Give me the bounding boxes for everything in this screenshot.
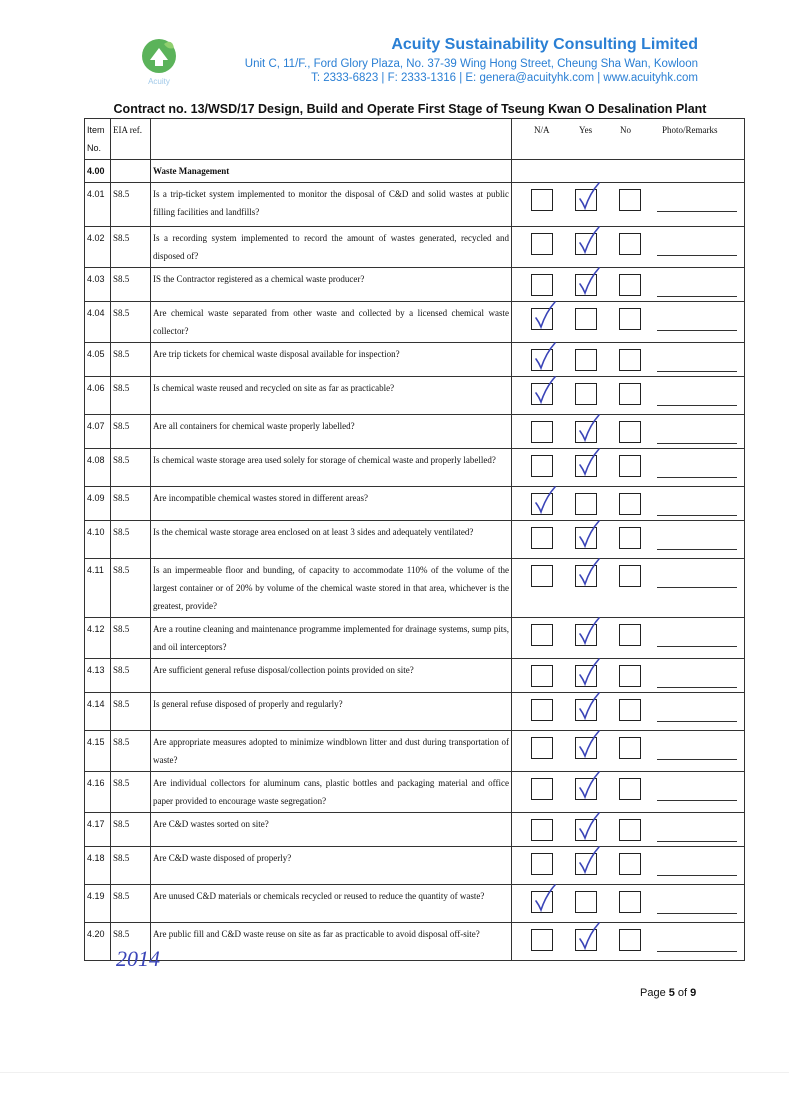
question-text: Are sufficient general refuse disposal/collection points provided on site? <box>151 659 512 693</box>
header-remarks: Photo/Remarks <box>662 125 718 135</box>
no-checkbox[interactable] <box>619 527 641 549</box>
answer-boxes <box>527 493 757 521</box>
na-checkbox[interactable] <box>531 819 553 841</box>
eia-ref: S8.5 <box>111 377 151 415</box>
answer-boxes <box>527 929 757 957</box>
eia-ref: S8.5 <box>111 449 151 487</box>
na-checkbox[interactable] <box>531 189 553 211</box>
eia-ref: S8.5 <box>111 268 151 302</box>
na-checkbox[interactable] <box>531 274 553 296</box>
eia-ref: S8.5 <box>111 847 151 885</box>
yes-checkbox[interactable] <box>575 233 597 255</box>
answer-boxes <box>527 349 757 377</box>
table-row <box>85 377 745 415</box>
no-checkbox[interactable] <box>619 308 641 330</box>
question-text: Are public fill and C&D waste reuse on site as far as practicable to avoid disposal off-site? <box>151 923 512 961</box>
item-number: 4.16 <box>85 772 111 813</box>
answer-cell <box>512 487 745 521</box>
question-text: Are unused C&D materials or chemicals recycled or reused to reduce the quantity of waste? <box>151 885 512 923</box>
answer-boxes <box>527 853 757 881</box>
company-name: Acuity Sustainability Consulting Limited <box>391 36 698 53</box>
remarks-line <box>657 646 737 647</box>
question-text: Is chemical waste reused and recycled on site as far as practicable? <box>151 377 512 415</box>
item-number: 4.12 <box>85 618 111 659</box>
eia-ref: S8.5 <box>111 923 151 961</box>
answer-cell <box>512 618 745 659</box>
section-ref <box>111 160 151 183</box>
yes-checkbox[interactable] <box>575 527 597 549</box>
na-checkbox[interactable] <box>531 383 553 405</box>
answer-boxes <box>527 527 757 555</box>
item-number: 4.05 <box>85 343 111 377</box>
no-checkbox[interactable] <box>619 737 641 759</box>
eia-ref: S8.5 <box>111 885 151 923</box>
no-checkbox[interactable] <box>619 421 641 443</box>
remarks-line <box>657 405 737 406</box>
answer-cell <box>512 772 745 813</box>
item-number: 4.15 <box>85 731 111 772</box>
question-text: Are C&D waste disposed of properly? <box>151 847 512 885</box>
yes-checkbox[interactable] <box>575 565 597 587</box>
item-number: 4.01 <box>85 183 111 227</box>
eia-ref: S8.5 <box>111 559 151 618</box>
answer-cell <box>512 731 745 772</box>
table-row <box>85 659 745 693</box>
question-text: Are individual collectors for aluminum cans, plastic bottles and packaging material and office paper provided to encourage waste segregation? <box>151 772 512 813</box>
item-number: 4.10 <box>85 521 111 559</box>
no-checkbox[interactable] <box>619 493 641 515</box>
answer-cell <box>512 923 745 961</box>
remarks-line <box>657 330 737 331</box>
remarks-line <box>657 687 737 688</box>
na-checkbox[interactable] <box>531 233 553 255</box>
answer-cell <box>512 885 745 923</box>
item-number: 4.19 <box>85 885 111 923</box>
table-header-row <box>85 119 745 160</box>
na-checkbox[interactable] <box>531 421 553 443</box>
table-row <box>85 343 745 377</box>
remarks-line <box>657 951 737 952</box>
header-na: N/A <box>534 125 550 135</box>
answer-cell <box>512 377 745 415</box>
answer-boxes <box>527 189 757 217</box>
answer-cell <box>512 183 745 227</box>
na-checkbox[interactable] <box>531 737 553 759</box>
question-text: Are chemical waste separated from other waste and collected by a licensed chemical waste collector? <box>151 302 512 343</box>
yes-checkbox[interactable] <box>575 383 597 405</box>
na-checkbox[interactable] <box>531 349 553 371</box>
yes-checkbox[interactable] <box>575 421 597 443</box>
yes-checkbox[interactable] <box>575 455 597 477</box>
answer-boxes <box>527 565 757 593</box>
eia-ref: S8.5 <box>111 693 151 731</box>
answer-boxes <box>527 421 757 449</box>
na-checkbox[interactable] <box>531 665 553 687</box>
yes-checkbox[interactable] <box>575 891 597 913</box>
yes-checkbox[interactable] <box>575 853 597 875</box>
yes-checkbox[interactable] <box>575 778 597 800</box>
contract-title: Contract no. 13/WSD/17 Design, Build and Operate First Stage of Tseung Kwan O Desalination Plant <box>113 102 707 116</box>
header-eia-ref: EIA ref. <box>111 119 151 160</box>
item-number: 4.18 <box>85 847 111 885</box>
question-text: Is the chemical waste storage area enclosed on at least 3 sides and adequately ventilated? <box>151 521 512 559</box>
page-current: 5 <box>668 987 675 999</box>
eia-ref: S8.5 <box>111 415 151 449</box>
item-number: 4.17 <box>85 813 111 847</box>
table-row <box>85 772 745 813</box>
answer-cell <box>512 659 745 693</box>
eia-ref: S8.5 <box>111 618 151 659</box>
question-text: IS the Contractor registered as a chemical waste producer? <box>151 268 512 302</box>
yes-checkbox[interactable] <box>575 624 597 646</box>
na-checkbox[interactable] <box>531 891 553 913</box>
remarks-line <box>657 759 737 760</box>
question-text: Are a routine cleaning and maintenance programme implemented for drainage systems, sump pits, and oil interceptors? <box>151 618 512 659</box>
answer-boxes <box>527 624 757 652</box>
no-checkbox[interactable] <box>619 778 641 800</box>
header-question <box>151 119 512 160</box>
answer-boxes <box>527 455 757 483</box>
item-number: 4.14 <box>85 693 111 731</box>
question-text: Are appropriate measures adopted to minimize windblown litter and dust during transportation of waste? <box>151 731 512 772</box>
answer-boxes <box>527 233 757 261</box>
answer-boxes <box>527 891 757 919</box>
answer-cell <box>512 227 745 268</box>
answer-cell <box>512 559 745 618</box>
answer-cell <box>512 415 745 449</box>
yes-checkbox[interactable] <box>575 929 597 951</box>
no-checkbox[interactable] <box>619 189 641 211</box>
remarks-line <box>657 587 737 588</box>
table-row <box>85 813 745 847</box>
answer-boxes <box>527 819 757 847</box>
question-text: Are C&D wastes sorted on site? <box>151 813 512 847</box>
item-number: 4.06 <box>85 377 111 415</box>
page-middle: of <box>674 987 691 999</box>
table-row <box>85 183 745 227</box>
na-checkbox[interactable] <box>531 308 553 330</box>
answer-cell <box>512 268 745 302</box>
remarks-line <box>657 255 737 256</box>
no-checkbox[interactable] <box>619 891 641 913</box>
question-text: Is general refuse disposed of properly and regularly? <box>151 693 512 731</box>
table-row <box>85 693 745 731</box>
page-prefix: Page <box>640 987 669 999</box>
table-row <box>85 731 745 772</box>
yes-checkbox[interactable] <box>575 665 597 687</box>
table-row <box>85 268 745 302</box>
eia-ref: S8.5 <box>111 487 151 521</box>
answer-cell <box>512 449 745 487</box>
table-row <box>85 449 745 487</box>
answer-cell <box>512 693 745 731</box>
yes-checkbox[interactable] <box>575 349 597 371</box>
question-text: Are incompatible chemical wastes stored in different areas? <box>151 487 512 521</box>
item-number: 4.20 <box>85 923 111 961</box>
remarks-line <box>657 549 737 550</box>
na-checkbox[interactable] <box>531 778 553 800</box>
question-text: Is chemical waste storage area used solely for storage of chemical waste and properly labelled? <box>151 449 512 487</box>
yes-checkbox[interactable] <box>575 699 597 721</box>
answer-boxes <box>527 383 757 411</box>
no-checkbox[interactable] <box>619 274 641 296</box>
item-number: 4.13 <box>85 659 111 693</box>
question-text: Is a trip-ticket system implemented to monitor the disposal of C&D and solid wastes at public filling facilities and landfills? <box>151 183 512 227</box>
eia-ref: S8.5 <box>111 227 151 268</box>
remarks-line <box>657 477 737 478</box>
item-number: 4.08 <box>85 449 111 487</box>
yes-checkbox[interactable] <box>575 308 597 330</box>
answer-boxes <box>527 308 757 336</box>
no-checkbox[interactable] <box>619 699 641 721</box>
question-text: Are trip tickets for chemical waste disposal available for inspection? <box>151 343 512 377</box>
logo-text: Acuity <box>148 77 170 86</box>
section-answers <box>512 160 745 183</box>
no-checkbox[interactable] <box>619 929 641 951</box>
na-checkbox[interactable] <box>531 699 553 721</box>
table-row <box>85 487 745 521</box>
company-logo <box>128 34 190 92</box>
table-row <box>85 847 745 885</box>
item-number: 4.03 <box>85 268 111 302</box>
remarks-line <box>657 211 737 212</box>
table-row <box>85 923 745 961</box>
na-checkbox[interactable] <box>531 527 553 549</box>
na-checkbox[interactable] <box>531 853 553 875</box>
yes-checkbox[interactable] <box>575 737 597 759</box>
remarks-line <box>657 371 737 372</box>
yes-checkbox[interactable] <box>575 189 597 211</box>
eia-ref: S8.5 <box>111 343 151 377</box>
answer-boxes <box>527 665 757 693</box>
question-text: Are all containers for chemical waste properly labelled? <box>151 415 512 449</box>
remarks-line <box>657 841 737 842</box>
answer-cell <box>512 847 745 885</box>
section-item-no: 4.00 <box>85 160 111 183</box>
na-checkbox[interactable] <box>531 493 553 515</box>
answer-cell <box>512 813 745 847</box>
header-yes: Yes <box>579 125 593 135</box>
na-checkbox[interactable] <box>531 455 553 477</box>
eia-ref: S8.5 <box>111 813 151 847</box>
table-row <box>85 521 745 559</box>
no-checkbox[interactable] <box>619 624 641 646</box>
table-row <box>85 302 745 343</box>
no-checkbox[interactable] <box>619 819 641 841</box>
no-checkbox[interactable] <box>619 233 641 255</box>
company-address: Unit C, 11/F., Ford Glory Plaza, No. 37-39 Wing Hong Street, Cheung Sha Wan, Kowloon <box>244 58 698 70</box>
no-checkbox[interactable] <box>619 565 641 587</box>
answer-boxes <box>527 274 757 302</box>
eia-ref: S8.5 <box>111 183 151 227</box>
no-checkbox[interactable] <box>619 349 641 371</box>
no-checkbox[interactable] <box>619 665 641 687</box>
company-contact: T: 2333-6823 | F: 2333-1316 | E: genera@acuityhk.com | www.acuityhk.com <box>311 72 698 84</box>
na-checkbox[interactable] <box>531 624 553 646</box>
answer-cell <box>512 302 745 343</box>
na-checkbox[interactable] <box>531 929 553 951</box>
table-row <box>85 618 745 659</box>
section-row <box>85 160 745 183</box>
remarks-line <box>657 875 737 876</box>
eia-ref: S8.5 <box>111 302 151 343</box>
remarks-line <box>657 721 737 722</box>
question-text: Is an impermeable floor and bunding, of capacity to accommodate 110% of the volume of the largest container or of 20% by volume of the chemical waste stored in that area, whichever is the greatest, provide? <box>151 559 512 618</box>
no-checkbox[interactable] <box>619 853 641 875</box>
answer-boxes <box>527 699 757 727</box>
remarks-line <box>657 515 737 516</box>
section-title: Waste Management <box>151 160 512 183</box>
footer-divider <box>0 1072 789 1073</box>
checklist-table <box>84 118 745 961</box>
no-checkbox[interactable] <box>619 455 641 477</box>
remarks-line <box>657 443 737 444</box>
remarks-line <box>657 296 737 297</box>
item-number: 4.09 <box>85 487 111 521</box>
item-number: 4.11 <box>85 559 111 618</box>
question-text: Is a recording system implemented to record the amount of wastes generated, recycled and disposed of? <box>151 227 512 268</box>
header-item: Item No. <box>85 119 111 160</box>
eia-ref: S8.5 <box>111 772 151 813</box>
remarks-line <box>657 913 737 914</box>
page-total: 9 <box>690 987 697 999</box>
remarks-line <box>657 800 737 801</box>
page-number <box>640 987 696 999</box>
yes-checkbox[interactable] <box>575 274 597 296</box>
answer-boxes <box>527 737 757 765</box>
item-number: 4.07 <box>85 415 111 449</box>
header-no: No <box>620 125 631 135</box>
eia-ref: S8.5 <box>111 731 151 772</box>
table-row <box>85 559 745 618</box>
answer-cell <box>512 343 745 377</box>
yes-checkbox[interactable] <box>575 493 597 515</box>
handwritten-note: 2014 <box>116 946 160 971</box>
answer-boxes <box>527 778 757 806</box>
table-row <box>85 227 745 268</box>
eia-ref: S8.5 <box>111 659 151 693</box>
yes-checkbox[interactable] <box>575 819 597 841</box>
eia-ref: S8.5 <box>111 521 151 559</box>
item-number: 4.04 <box>85 302 111 343</box>
na-checkbox[interactable] <box>531 565 553 587</box>
no-checkbox[interactable] <box>619 383 641 405</box>
header-answers <box>512 119 745 160</box>
item-number: 4.02 <box>85 227 111 268</box>
answer-cell <box>512 521 745 559</box>
table-row <box>85 885 745 923</box>
table-row <box>85 415 745 449</box>
